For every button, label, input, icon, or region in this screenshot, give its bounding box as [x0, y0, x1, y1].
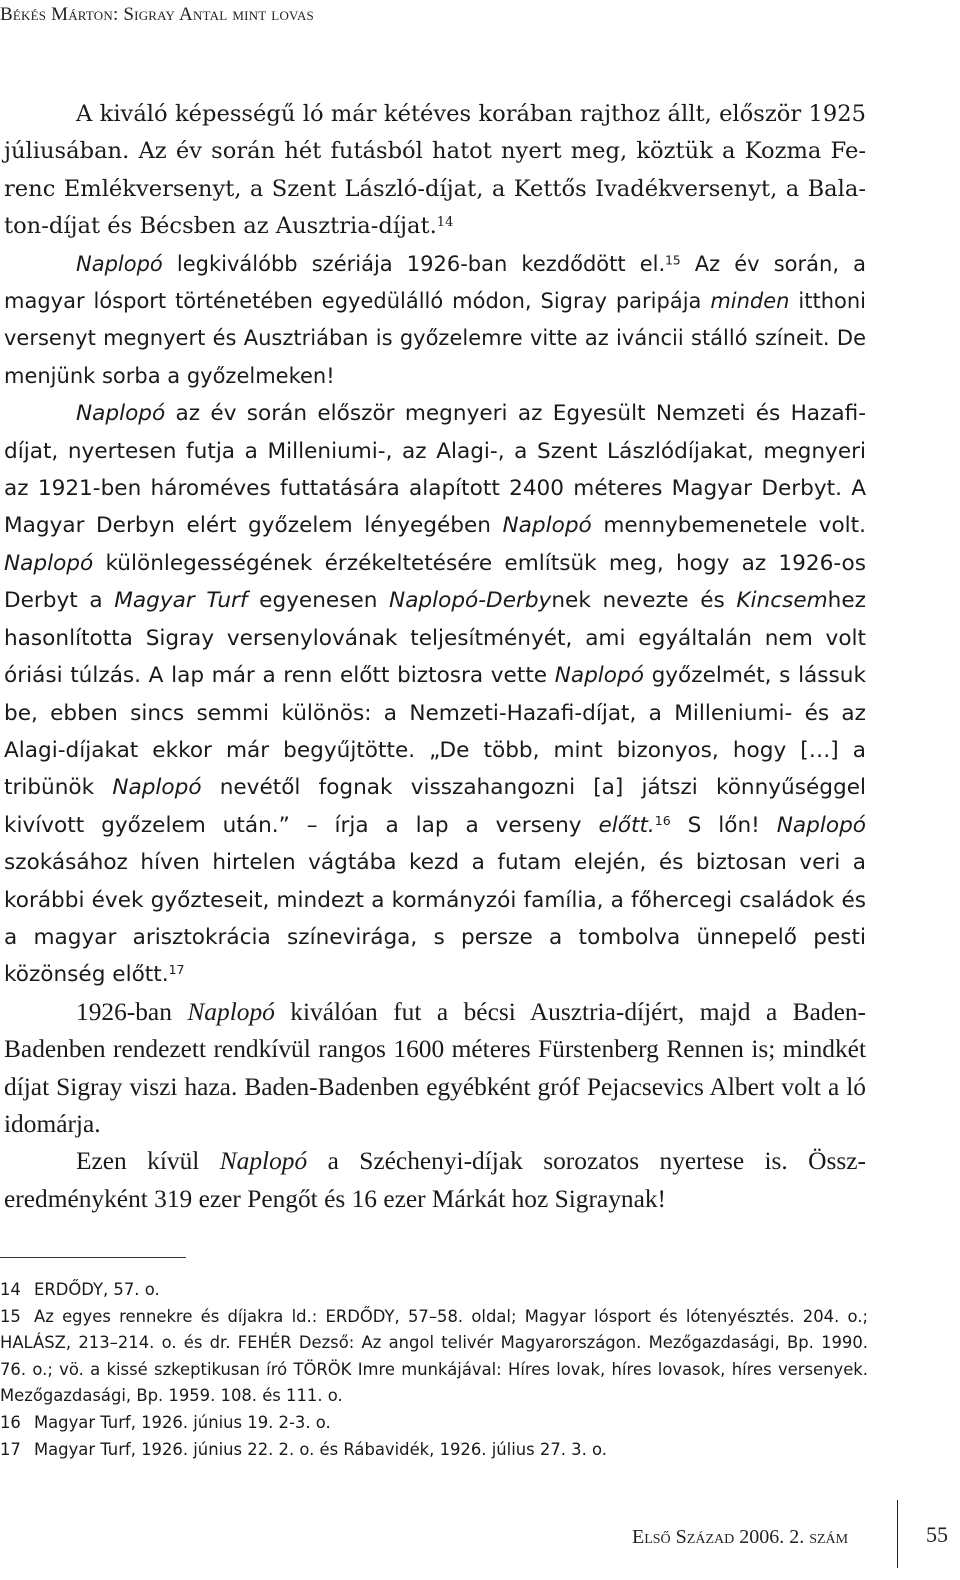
text-span: itthoni versenyt megnyert és Ausztriában is győzelemre vitte az iváncii stálló színeit. De menjünk sorba a győzelmeken!	[4, 289, 867, 388]
text-span: kiválóan fut a bécsi Ausztria-díjért, majd a Baden-Badenben rendezett rendkívül rangos 1600 méteres Fürstenberg Rennen is; mindkét díjat Sigray viszi haza. Baden-Badenben egyébként gróf Pejacsevics Albert volt a ló idomárja.	[4, 997, 867, 1138]
italic-horse-name: Naplopó	[4, 550, 94, 576]
text-span: győzelmét, s lássuk be, ebben sincs semmi különös: a Nemzeti-Hazafi-díjat, a Milleniumi- és az Alagi-díjakat ekkor már begyűjtötte. „De több, mint bizonyos, hogy […] a tribünök	[4, 663, 866, 801]
footnote-text: ERDŐDY, 57. o.	[34, 1280, 160, 1299]
footnote-ref-14[interactable]: 14	[436, 215, 454, 231]
paragraph-5	[4, 1143, 866, 1218]
text-span: hez hasonlította Sigray versenylovának teljesítményét, ami egyáltalán nem volt óriási túlzás. A lap már a renn előtt biztosra vette	[4, 588, 866, 689]
page-number: 55	[926, 1522, 948, 1547]
footnote-number: 14	[0, 1280, 21, 1299]
italic-publication: Magyar Turf	[114, 588, 248, 614]
italic-horse-name: Naplopó	[554, 663, 644, 689]
text-span: szokásához híven hirtelen vágtába kezd a futam elején, és biztosan veri a korábbi évek győzteseit, mindezt a kormányzói família, a főhercegi családok és a magyar arisztokrácia színevirága, s persze a tombolva ünnepelő pesti közönség előtt.	[4, 850, 866, 988]
text-span: A kiváló képességű ló már kétéves korában rajthoz állt, először 1925 júliusában. Az év során hét futásból hatot nyert meg, köztük a Kozma Ferenc Emlékversenyt, a Szent László-díjat, a Kettős Ivadékversenyt, a Balaton-díjat és Bécsben az Ausztria-díjat.	[4, 101, 866, 240]
text-span: 1926-ban	[76, 997, 188, 1026]
footnote-number: 15	[0, 1306, 21, 1326]
footnote-number: 17	[0, 1439, 21, 1459]
text-span: S lőn!	[670, 812, 777, 838]
text-span: Az év során, a magyar lósport történetében egyedülálló módon, Sigray paripája	[4, 251, 866, 314]
running-head: Békés Márton: Sigray Antal mint lovas	[0, 4, 314, 25]
footnote-ref-17[interactable]: 17	[168, 962, 185, 978]
journal-footer: Első Század 2006. 2. szám	[632, 1526, 849, 1548]
text-span: egyenesen	[247, 588, 390, 614]
footnote-15	[0, 1304, 868, 1410]
text-span: nevétől fognak visszahangozni [a] játszi könnyűséggel kivívott győzelem után.” – írja a lap a verseny	[4, 775, 866, 838]
italic-horse-name: Naplopó	[112, 775, 202, 801]
footnote-ref-15[interactable]: 15	[665, 252, 681, 267]
italic-horse-name: Naplopó	[776, 812, 866, 838]
footnote-ref-16[interactable]: 16	[654, 812, 671, 828]
italic-horse-name: Kincsem	[736, 588, 828, 614]
italic-horse-name: Naplopó	[76, 251, 163, 276]
paragraph-2	[4, 246, 866, 396]
footnotes	[0, 1277, 868, 1463]
footnote-text: Magyar Turf, 1926. június 22. 2. o. és Rábavidék, 1926. július 27. 3. o.	[34, 1439, 607, 1459]
footnote-16	[0, 1410, 868, 1437]
italic-emphasis: minden	[710, 289, 790, 314]
footnote-number: 16	[0, 1412, 21, 1432]
italic-horse-name: Naplopó	[76, 401, 166, 427]
text-span: különlegességének érzékeltetésére említsük meg, hogy az 1926-os Derbyt a	[4, 550, 866, 614]
paragraph-3	[4, 395, 866, 994]
text-span: legkiválóbb szériája 1926-ban kezdődött el.	[162, 251, 666, 276]
footnote-separator	[0, 1257, 186, 1258]
text-span: Ezen kívül	[76, 1147, 220, 1176]
footnote-text: Magyar Turf, 1926. június 19. 2-3. o.	[34, 1412, 331, 1432]
paragraph-4	[4, 994, 866, 1144]
text-span: mennybemenetele volt.	[591, 513, 866, 539]
italic-horse-name: Naplopó-Derby	[389, 588, 552, 614]
footnote-text: Az egyes rennekre és díjakra ld.: ERDŐDY, 57–58. oldal; Magyar lósport és lótenyésztés. 204. o.; HALÁSZ, 213–214. o. és dr. FEHÉR Dezső: Az angol telivér Magyarországon. Mezőgazdasági, Bp. 1990. 76. o.; vö. a kissé szkeptikusan író TÖRÖK Imre munkájával: Híres lovak, híres lovasok, híres versenyek. Mezőgazdasági, Bp. 1959. 108. és 111. o.	[0, 1306, 868, 1406]
paragraph-1	[4, 96, 866, 246]
footnote-14	[0, 1277, 868, 1304]
text-span: nek nevezte és	[551, 588, 737, 614]
footer-divider	[897, 1500, 898, 1568]
footnote-17	[0, 1437, 868, 1464]
main-text	[4, 96, 866, 1218]
text-span: az év során először megnyeri az Egyesült Nemzeti és Hazafi-díjat, nyertesen futja a Milleniumi-, az Alagi-, a Szent Lászlódíjakat, megnyeri az 1921-ben hároméves futtatására alapított 2400 méteres Magyar Derbyt. A Magyar Derbyn elért győzelem lényegében	[4, 401, 866, 539]
text-span: a Széchenyi-díjak sorozatos nyertese is. Összeredményként 319 ezer Pengőt és 16 ezer Márkát hoz Sigraynak!	[4, 1147, 866, 1213]
italic-horse-name: Naplopó	[219, 1147, 308, 1176]
italic-horse-name: Naplopó	[187, 997, 275, 1026]
italic-horse-name: Naplopó	[502, 513, 592, 539]
italic-emphasis: előtt.	[598, 812, 655, 838]
